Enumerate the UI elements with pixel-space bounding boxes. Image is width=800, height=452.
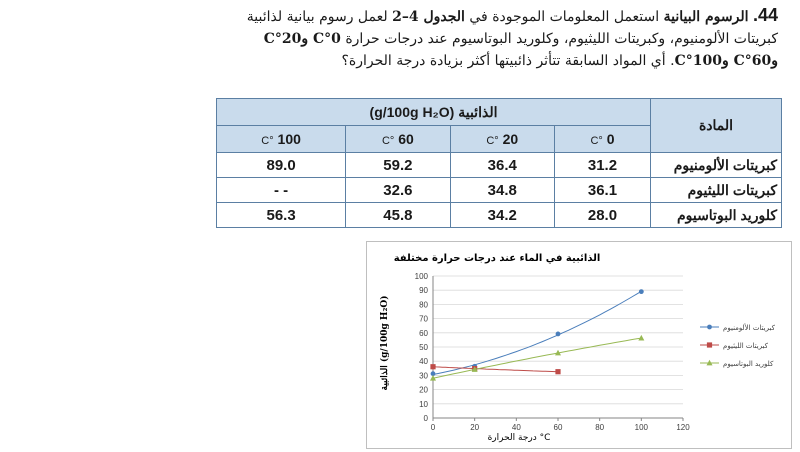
question-text-b: لعمل رسوم بيانية لذائبية كبريتات الألومنيوم، وكبريتات الليثيوم، وكلوريد البوتاسيوم عند درجات حرارة <box>246 9 778 47</box>
legend-label: كبريتات الليثيوم <box>723 342 768 350</box>
x-tick-label: 100 <box>634 423 649 432</box>
y-tick-label: 30 <box>419 371 428 381</box>
legend <box>700 323 776 368</box>
x-tick-label: 60 <box>553 423 563 432</box>
y-tick-label: 10 <box>419 399 428 409</box>
material-name: كبريتات الليثيوم <box>651 178 782 203</box>
question-title: الرسوم البيانية <box>663 9 749 25</box>
table-row <box>217 153 782 178</box>
question-number: 44. <box>752 5 778 25</box>
x-tick-label: 80 <box>595 423 605 432</box>
data-point <box>556 332 561 337</box>
y-tick-label: 20 <box>419 385 428 395</box>
series-2 <box>430 335 644 381</box>
temperature-list: 0°C و20°C و60°C و100°C <box>263 31 778 69</box>
solubility-table <box>216 98 782 228</box>
solubility-header: الذائبية (g/100g H₂O) <box>217 99 651 126</box>
x-tick-label: 20 <box>470 423 480 432</box>
table-cell: 34.2 <box>450 203 554 228</box>
table-cell: 45.8 <box>346 203 450 228</box>
table-row <box>217 178 782 203</box>
table-cell: 34.8 <box>450 178 554 203</box>
chart-title: الذائبية في الماء عند درجات حرارة مختلفة <box>393 253 601 264</box>
y-tick-label: 80 <box>419 300 428 310</box>
table-cell: 89.0 <box>217 153 346 178</box>
material-name: كلوريد البوتاسيوم <box>651 203 782 228</box>
temp-header-20: 20 °C <box>450 126 554 153</box>
y-tick-label: 90 <box>419 286 428 296</box>
temp-header-0: 0 °C <box>554 126 650 153</box>
data-point <box>430 364 435 369</box>
temp-header-60: 60 °C <box>346 126 450 153</box>
question-text-c: . أي المواد السابقة تتأثر ذائبيتها أكثر بزيادة درجة الحرارة؟ <box>341 53 675 69</box>
table-cell: 36.4 <box>450 153 554 178</box>
legend-marker <box>707 342 712 347</box>
table-reference: الجدول 4–2 <box>392 9 465 25</box>
material-name: كبريتات الألومنيوم <box>651 153 782 178</box>
x-axis-label: درجة الحرارة °C <box>487 433 551 443</box>
material-header: المادة <box>651 99 782 153</box>
table-row <box>217 203 782 228</box>
legend-label: كبريتات الألومنيوم <box>723 324 775 332</box>
table-cell: 31.2 <box>554 153 650 178</box>
y-tick-label: 100 <box>414 272 428 281</box>
table-cell: 59.2 <box>346 153 450 178</box>
y-tick-label: 60 <box>419 328 428 338</box>
question-text <box>218 4 778 72</box>
data-point <box>555 369 560 374</box>
y-tick-label: 70 <box>419 314 428 324</box>
y-tick-label: 0 <box>423 414 428 423</box>
question-text-a: استعمل المعلومات الموجودة في <box>464 9 664 25</box>
table-cell: 56.3 <box>217 203 346 228</box>
solubility-chart <box>366 241 792 449</box>
y-axis-label: الذائبية (g/100g H₂O) <box>380 295 390 391</box>
data-point <box>639 289 644 294</box>
x-tick-label: 120 <box>676 423 690 432</box>
table-cell: 28.0 <box>554 203 650 228</box>
table-cell: 32.6 <box>346 178 450 203</box>
table-cell: 36.1 <box>554 178 650 203</box>
data-point <box>638 335 644 341</box>
y-tick-label: 50 <box>419 343 428 352</box>
x-tick-label: 40 <box>511 423 521 432</box>
chart-svg <box>367 242 791 448</box>
table-cell: - - <box>217 178 346 203</box>
temp-header-100: 100 °C <box>217 126 346 153</box>
legend-marker <box>707 325 712 330</box>
legend-label: كلوريد البوتاسيوم <box>723 360 774 368</box>
y-tick-label: 40 <box>419 357 428 367</box>
plot-area <box>415 272 691 432</box>
x-tick-label: 0 <box>430 423 436 432</box>
